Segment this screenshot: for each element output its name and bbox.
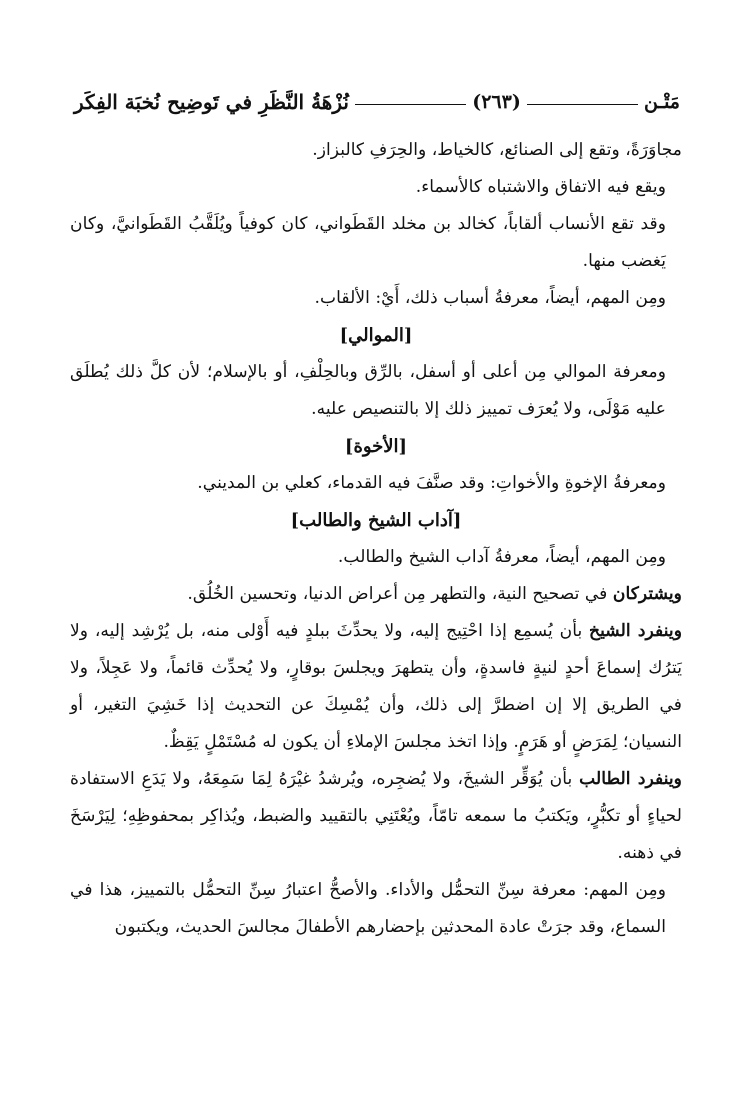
- paragraph-lead: وينفرد الشيخ: [589, 621, 683, 641]
- paragraph: [70, 761, 682, 872]
- paragraph-text: بأن يُوَقِّر الشيخَ، ولا يُضجِره، ويُرشدُ غيْرَهُ لِمَا سَمِعَهُ، ولا يَدَعِ الاستفادة لحياءٍ أو تكبُّرٍ، ويَكتبُ ما سمعه تامّاً، ويُعْتَنِي بالتقييد والضبط، ويُذاكِر بمحفوظِهِ؛ لِيَرْسَخَ في ذهنه.: [70, 769, 682, 863]
- header-rule-left: [355, 104, 466, 105]
- page-body: [70, 132, 682, 946]
- section-heading: [آداب الشيخ والطالب]: [290, 510, 462, 531]
- paragraph: ويقع فيه الاتفاق والاشتباه كالأسماء.: [415, 177, 666, 197]
- matn-label: مَتْـن: [644, 91, 680, 113]
- book-title: نُزْهَةُ النَّظَرِ في تَوضِيح نُخبَة الفِكَر: [74, 90, 349, 114]
- paragraph-text: بأن يُسمِع إذا احْتِيج إليه، ولا يحدِّثَ ببلدٍ فيه أَوْلى منه، بل يُرْشِد إليه، ولا يَترُك إسماعَ أحدٍ لنيةٍ فاسدةٍ، وأن يتطهرَ ويجلسَ بوقارٍ، ولا يُحدِّث قائماً، ولا عَجِلاً، ولا في الطريق إلا إن اضطرَّ إلى ذلك، وأن يُمْسِكَ عن التحديث إذا خَشِيَ التغير، أو النسيان؛ لِمَرَضٍ أو هَرَمٍ. وإذا اتخذ مجلسَ الإملاءِ أن يكون له مُسْتَمْلٍ يَقِظٌ.: [70, 621, 682, 752]
- paragraph: ومِن المهم، أيضاً، معرفةُ آداب الشيخ والطالب.: [337, 547, 666, 567]
- paragraph-lead: وينفرد الطالب: [579, 769, 682, 789]
- paragraph: ومِن المهم، أيضاً، معرفةُ أسباب ذلك، أَيْ: الألقاب.: [314, 288, 666, 308]
- section-heading: [الأخوة]: [344, 436, 408, 457]
- header-rule-right: [527, 104, 638, 105]
- paragraph-text: في تصحيح النية، والتطهر مِن أعراض الدنيا، وتحسين الخُلُق.: [187, 584, 613, 604]
- paragraph: ومعرفة الموالي مِن أعلى أو أسفل، بالرِّق وبالحِلْفِ، أو بالإسلام؛ لأن كلَّ ذلك يُطلَق عليه مَوْلَى، ولا يُعرَف تمييز ذلك إلا بالتنصيص عليه.: [70, 362, 666, 419]
- paragraph: مجاوَرَةً، وتقع إلى الصنائع، كالخياط، والحِرَفِ كالبزاز.: [312, 140, 682, 160]
- paragraph: ومعرفةُ الإخوةِ والأخواتِ: وقد صنَّفَ فيه القدماء، كعلي بن المديني.: [197, 473, 666, 493]
- section-heading: [الموالي]: [339, 325, 413, 346]
- paragraph-lead: ويشتركان: [612, 584, 682, 604]
- paragraph: ومِن المهم: معرفة سِنِّ التحمُّل والأداء. والأصحُّ اعتبارُ سِنِّ التحمُّل بالتمييز، هذا في السماع، وقد جرَتْ عادة المحدثين بإحضارهم الأطفالَ مجالسَ الحديث، ويكتبون: [70, 880, 666, 937]
- paragraph: [70, 613, 682, 761]
- page-number: (٢٦٣): [472, 91, 521, 113]
- page-header: [74, 84, 680, 120]
- paragraph: [70, 576, 682, 613]
- paragraph: وقد تقع الأنساب ألقاباً، كخالد بن مخلد القَطَواني، كان كوفياً ويُلَقَّبُ القَطَوانيَّ، وكان يَغضب منها.: [70, 214, 666, 271]
